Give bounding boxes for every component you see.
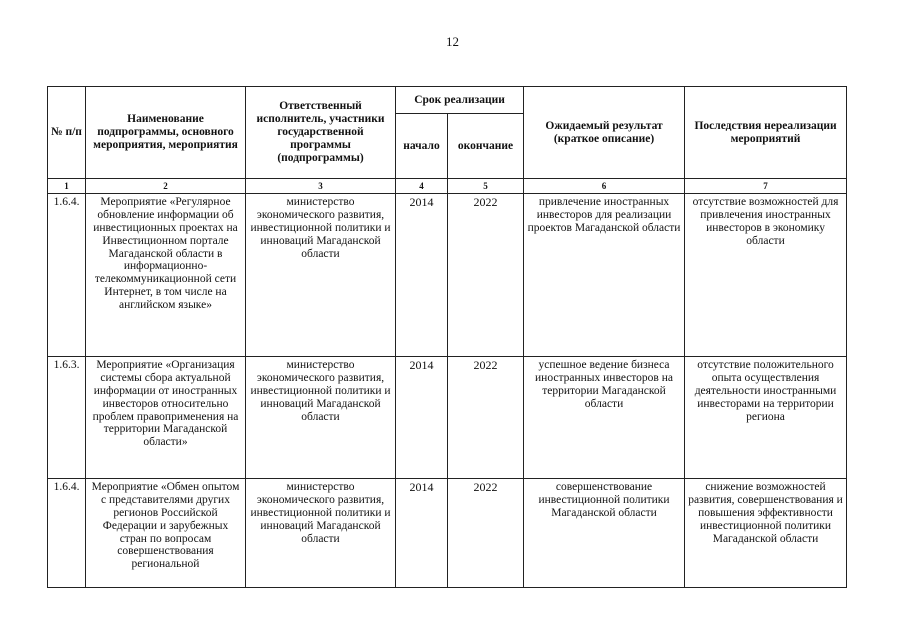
header-start: начало: [396, 114, 448, 179]
header-end: окончание: [448, 114, 524, 179]
end-year: 2022: [448, 357, 524, 479]
column-index: 7: [685, 179, 847, 194]
executor: министерство экономического развития, инвестиционной политики и инноваций Магаданской области: [246, 194, 396, 357]
header-consequences: Последствия нереализации мероприятий: [685, 87, 847, 179]
header-name: Наименование подпрограммы, основного мероприятия, мероприятия: [86, 87, 246, 179]
start-year: 2014: [396, 357, 448, 479]
column-index: 4: [396, 179, 448, 194]
executor: министерство экономического развития, инвестиционной политики и инноваций Магаданской области: [246, 479, 396, 588]
expected-result: совершенствование инвестиционной политики Магаданской области: [524, 479, 685, 588]
column-index: 3: [246, 179, 396, 194]
activity-name: Мероприятие «Регулярное обновление информации об инвестиционных проектах на Инвестиционном портале Магаданской области в информационно-телекоммуникационной сети Интернет, в том числе на английском языке»: [86, 194, 246, 357]
consequences: отсутствие положительного опыта осуществления деятельности иностранными инвесторами на территории региона: [685, 357, 847, 479]
header-period: Срок реализации: [396, 87, 524, 114]
column-index: 5: [448, 179, 524, 194]
row-number: 1.6.4.: [48, 194, 86, 357]
expected-result: успешное ведение бизнеса иностранных инвесторов на территории Магаданской области: [524, 357, 685, 479]
activity-name: Мероприятие «Организация системы сбора актуальной информации от иностранных инвесторов относительно проблем правоприменения на территории Магаданской области»: [86, 357, 246, 479]
activity-name: Мероприятие «Обмен опытом с представителями других регионов Российской Федерации и зарубежных стран по вопросам совершенствования региональной: [86, 479, 246, 588]
column-index: 2: [86, 179, 246, 194]
expected-result: привлечение иностранных инвесторов для реализации проектов Магаданской области: [524, 194, 685, 357]
column-index: 6: [524, 179, 685, 194]
start-year: 2014: [396, 479, 448, 588]
header-executor: Ответственный исполнитель, участники государственной программы (подпрограммы): [246, 87, 396, 179]
table-row: [48, 357, 847, 479]
end-year: 2022: [448, 479, 524, 588]
header-num: № п/п: [48, 87, 86, 179]
consequences: снижение возможностей развития, совершенствования и повышения эффективности инвестиционной политики Магаданской области: [685, 479, 847, 588]
start-year: 2014: [396, 194, 448, 357]
row-number: 1.6.4.: [48, 479, 86, 588]
table-row: [48, 194, 847, 357]
column-index-row: [48, 179, 847, 194]
row-number: 1.6.3.: [48, 357, 86, 479]
executor: министерство экономического развития, инвестиционной политики и инноваций Магаданской области: [246, 357, 396, 479]
consequences: отсутствие возможностей для привлечения иностранных инвесторов в экономику области: [685, 194, 847, 357]
header-result: Ожидаемый результат (краткое описание): [524, 87, 685, 179]
table-row: [48, 479, 847, 588]
column-index: 1: [48, 179, 86, 194]
end-year: 2022: [448, 194, 524, 357]
page-number: 12: [446, 34, 459, 49]
program-activities-table: [47, 86, 847, 588]
